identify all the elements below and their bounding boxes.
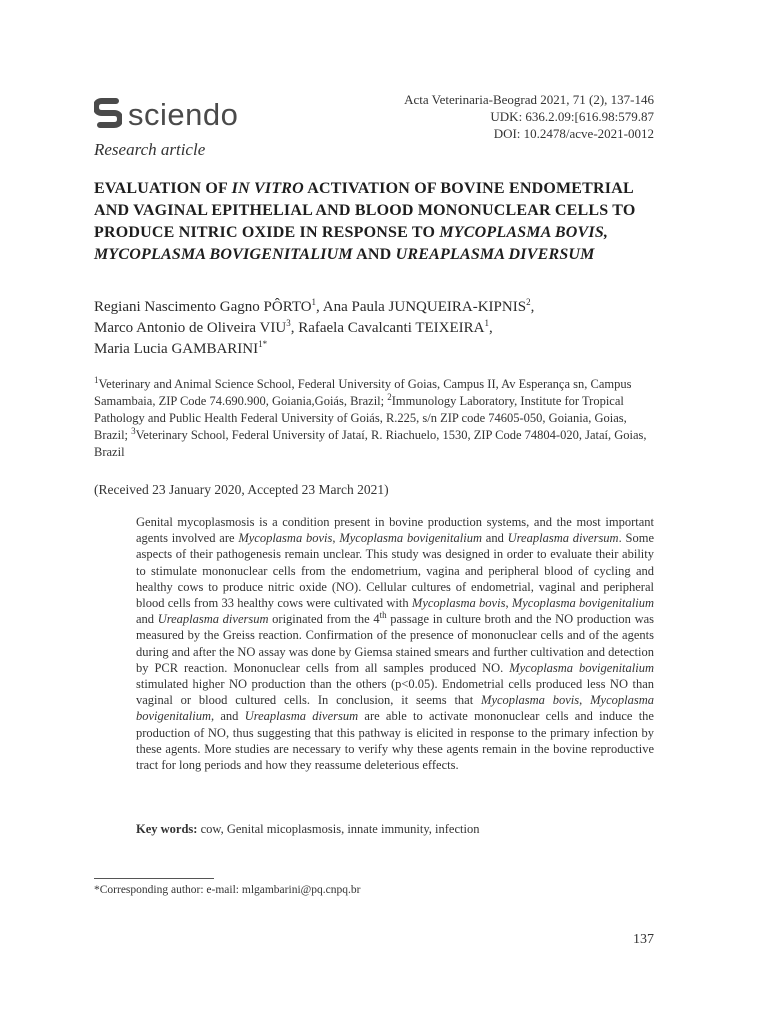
abstract-text: stimulated higher NO production than the others (p<0.05). Endometrial cells produced less NO than vaginal or blood cultured cells. In conclusion, it seems that [136,677,654,708]
author-separator: , [290,320,299,336]
species-name: Ureaplasma diversum [157,612,269,627]
sciendo-logo [94,97,238,131]
sciendo-s-mark-icon [94,97,122,131]
citation-block [404,91,654,142]
title-part: ACTIVATION OF BOVINE ENDOMETRIAL AND VAGINAL EPITHELIAL AND BLOOD MONONUCLEAR CELLS TO PRODUCE NITRIC OXIDE IN RESPONSE TO [94,180,636,241]
author-name: Marco Antonio de Oliveira VIU [94,320,287,336]
footnote-divider [94,878,214,879]
species-name: Mycoplasma bovis [411,596,506,611]
affiliations [94,376,660,461]
keywords-text: cow, Genital micoplasmosis, innate immunity, infection [197,822,480,836]
author-name: Regiani Nascimento Gagno PÔRTO [94,299,312,315]
abstract-text: passage in culture broth and the NO production was measured by the Greiss reaction. Confirmation of the presence of mononuclear cells and of the agents during and after the NO assay was done by Giemsa stained smears and further cultivation and detection by PCR reaction. Mononuclear cells from all samples produced NO. [136,612,655,675]
species-name: Mycoplasma bovigenitalium [136,693,654,724]
keywords-label: Key words: [136,822,198,836]
author-affiliation-mark: 1 [311,297,317,307]
abstract-text: , and [211,709,245,724]
author-separator: , [530,299,535,315]
affiliation-mark: 3 [131,425,136,436]
species-name: Ureaplasma diversum [507,531,619,546]
article-title [94,178,654,266]
species-name: Mycoplasma bovigenitalium [511,596,654,611]
abstract-text: , [332,531,340,546]
species-name: Ureaplasma diversum [244,709,359,724]
keywords [136,822,654,837]
corresponding-author-footnote: *Corresponding author: e-mail: mlgambarini@pq.cnpq.br [94,884,361,896]
author-affiliation-mark: 3 [286,318,291,328]
author-name: Rafaela Cavalcanti TEIXEIRA [298,320,485,336]
abstract [136,514,654,773]
abstract-text: , [579,693,591,708]
abstract-text: and [481,531,508,546]
abstract-text: and [136,612,158,627]
abstract-text: . Some aspects of their pathogenesis remain unclear. This study was designed in order to evaluate their ability to stimulate mononuclear cells from the endometrium, vagina and peripheral blood of cycling and healthy cows to produce nitric oxide (NO). Cellular cultures of endometrial, vaginal and peripheral blood cells from 33 healthy cows were cultivated with [136,531,654,611]
article-type: Research article [94,140,206,159]
title-italic-part: IN VITRO [231,180,304,197]
author-name: Maria Lucia GAMBARINI [94,341,259,357]
title-part: AND [352,246,396,263]
journal-citation: Acta Veterinaria-Beograd 2021, 71 (2), 137-146 [404,92,654,107]
species-name: Mycoplasma bovis [481,693,580,708]
author-separator: , [316,299,323,315]
udk-code: UDK: 636.2.09:[616.98:579.87 [490,109,654,124]
author-separator: , [489,320,493,336]
title-italic-part: UREAPLASMA DIVERSUM [395,246,595,263]
affiliation-mark: 1 [94,374,99,385]
author-name: Ana Paula JUNQUEIRA-KIPNIS [322,299,527,315]
affiliation-text: Veterinary and Animal Science School, Federal University of Goias, Campus II, Av Esperança sn, Campus Samambaia, ZIP Code 74.690.900, Goiania,Goiás, Brazil; [94,377,632,408]
author-affiliation-mark: 1 [484,318,490,328]
doi: DOI: 10.2478/acve-2021-0012 [493,126,654,141]
received-dates: (Received 23 January 2020, Accepted 23 March 2021) [94,482,389,497]
author-list [94,297,654,360]
abstract-text: originated from the 4 [268,612,380,627]
author-affiliation-mark: 2 [526,297,531,307]
abstract-text: Genital mycoplasmosis is a condition present in bovine production systems, and the most important agents involved are [136,515,654,546]
sciendo-wordmark: sciendo [128,96,239,132]
species-name: Mycoplasma bovis [238,531,333,546]
title-part: EVALUATION OF [94,180,232,197]
species-name: Mycoplasma bovigenitalium [509,660,654,675]
affiliation-text: Immunology Laboratory, Institute for Tropical Pathology and Public Health Federal University of Goiás, R.225, s/n ZIP code 74605-050, Goiania, Goias, Brazil; [94,394,627,442]
abstract-text: , [505,596,512,611]
species-name: Mycoplasma bovigenitalium [339,531,482,546]
abstract-text: are able to activate mononuclear cells and induce the production of NO, thus suggesting that this pathway is elicited in response to the primary infection by these agents. More studies are necessary to verify why these agents remain in the bovine reproductive tract for long periods and how they reassume deleterious effects. [136,709,654,773]
affiliation-text: Veterinary School, Federal University of Jataí, R. Riachuelo, 1530, ZIP Code 74804-020, Jataí, Goias, Brazil [94,428,647,459]
affiliation-mark: 2 [387,391,392,402]
ordinal-suffix: th [379,610,387,621]
page-number: 137 [633,932,654,947]
title-italic-part: MYCOPLASMA BOVIS, MYCOPLASMA BOVIGENITALIUM [94,224,609,263]
author-affiliation-mark: 1* [258,339,268,349]
